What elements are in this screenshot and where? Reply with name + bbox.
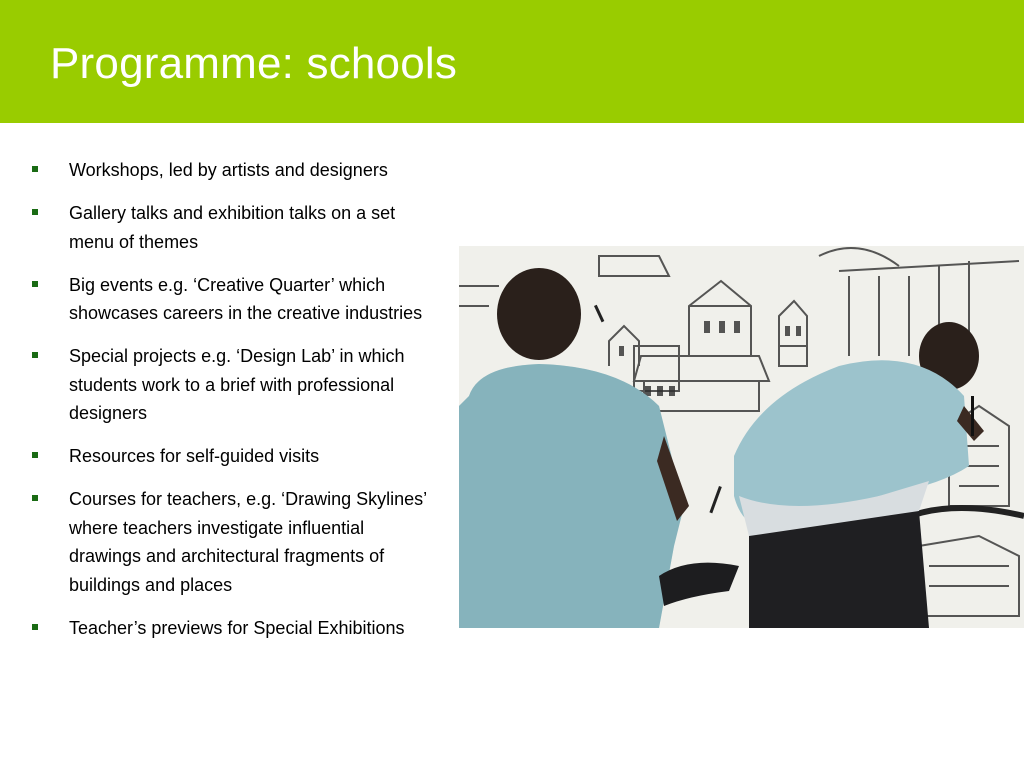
students-drawing-photo [459,246,1024,628]
bullet-text: Workshops, led by artists and designers [69,160,388,180]
square-bullet-icon [32,495,38,501]
photo-illustration [459,246,1024,628]
bullet-text: Resources for self-guided visits [69,446,320,467]
bullet-text: Teacher’s previews for Special Exhibitions [69,618,405,639]
bullet-text: Big events e.g. ‘Creative Quarter’ which showcases careers in the creative industries [69,274,423,324]
title-bar [0,0,1024,123]
bullet-item [30,342,430,428]
square-bullet-icon [32,624,38,630]
bullet-text: Courses for teachers, e.g. ‘Drawing Skylines’ where teachers investigate influential drawings and architectural fragments of buildings and places [69,489,427,596]
bullet-list [30,156,430,657]
bullet-text: Special projects e.g. ‘Design Lab’ in which students work to a brief with professional designers [69,346,405,424]
square-bullet-icon [32,209,38,215]
bullet-item [30,271,430,328]
square-bullet-icon [32,352,38,358]
bullet-item [30,614,430,643]
bullet-item [30,156,430,185]
square-bullet-icon [32,281,38,287]
square-bullet-icon [32,452,38,458]
page-title: Programme: schools [50,39,458,88]
square-bullet-icon [32,166,38,172]
bullet-text: Gallery talks and exhibition talks on a set menu of themes [69,202,396,252]
bullet-item [30,442,430,471]
bullet-item [30,485,430,599]
bullet-item [30,199,430,256]
